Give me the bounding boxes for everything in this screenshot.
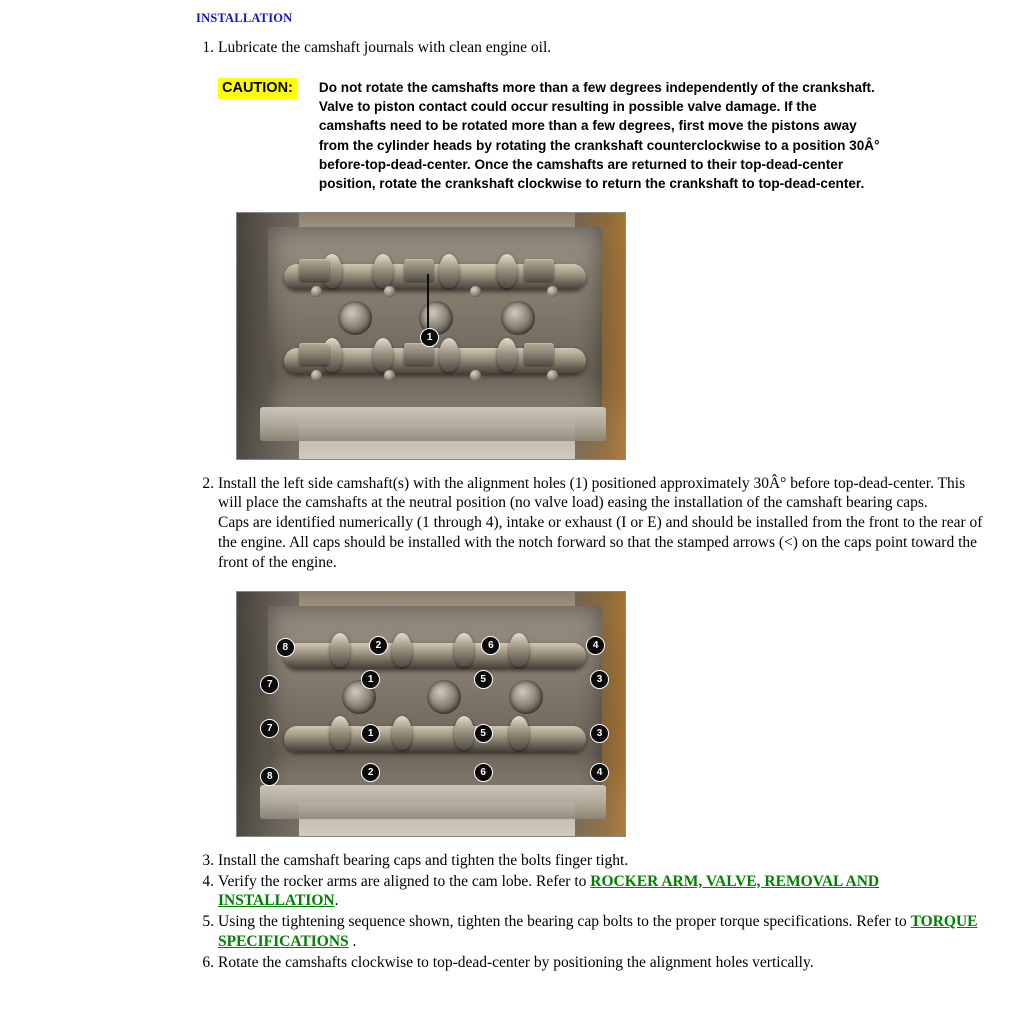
callout-3-top: 3: [590, 670, 609, 689]
step-number: 1.: [202, 39, 214, 56]
bearing-cap: [299, 343, 329, 365]
step-note: Caps are identified numerically (1 through 4), intake or exhaust (I or E) and should be installed from the front to the rear of the engine. All caps should be installed with the notch forward so that the stamped arrows (<) on the caps point toward the front of the engine.: [218, 514, 983, 571]
step-text: Install the left side camshaft(s) with the alignment holes (1) positioned approximately 30Â° before top-dead-center. This will place the camshafts at the neutral position (no valve load) easing the installation of the camshaft bearing caps.: [218, 474, 966, 512]
list-item: [196, 912, 986, 952]
callout-7-left: 7: [260, 675, 279, 694]
steps-list-lower: [196, 851, 986, 973]
link-rocker-arm-valve[interactable]: ROCKER ARM, VALVE, REMOVAL AND INSTALLATION: [218, 872, 880, 910]
callout-2-top: 2: [369, 636, 388, 655]
bearing-cap: [524, 343, 554, 365]
head-gasket-surface: [260, 785, 605, 819]
caution-block: [218, 78, 886, 194]
cam-lobe: [330, 716, 350, 750]
valve-port: [501, 301, 535, 335]
list-item: [196, 474, 986, 573]
cam-lobe: [373, 338, 393, 372]
callout-8-bottom: 8: [260, 767, 279, 786]
step-number: 6.: [202, 953, 214, 971]
cam-lobe: [497, 338, 517, 372]
list-item: [196, 953, 986, 973]
valve-port: [338, 301, 372, 335]
cam-lobe: [509, 633, 529, 667]
step-number: 4.: [202, 872, 214, 890]
cam-lobe: [497, 254, 517, 288]
callout-5-top: 5: [474, 670, 493, 689]
callout-5-lower: 5: [474, 724, 493, 743]
callout-6-top: 6: [481, 636, 500, 655]
step-text: Rotate the camshafts clockwise to top-dead-center by positioning the alignment holes vertically.: [218, 953, 814, 971]
cam-lobe: [439, 338, 459, 372]
list-item: [196, 872, 986, 912]
step-text: Install the camshaft bearing caps and tighten the bolts finger tight.: [218, 851, 629, 869]
head-gasket-surface: [260, 407, 605, 441]
figure-camshaft-alignment: [236, 212, 626, 460]
step-text-after: .: [334, 892, 339, 910]
step-text: [218, 872, 986, 912]
valve-port: [427, 680, 461, 714]
camshaft-intake: [284, 643, 587, 669]
caution-label: CAUTION:: [218, 78, 297, 99]
step-text-before: Using the tightening sequence shown, tighten the bearing cap bolts to the proper torque specifications. Refer to: [218, 913, 911, 931]
callout-3-lower: 3: [590, 724, 609, 743]
callout-1-lower: 1: [361, 724, 380, 743]
figure-bolt-tightening-sequence: [236, 591, 626, 837]
step-number: 2.: [202, 474, 214, 492]
caution-text: Do not rotate the camshafts more than a few degrees independently of the crankshaft. Valve to piston contact could occur resulting in possible valve damage. If the camshafts need to be rotated more than a few degrees, first move the pistons away from the cylinder heads by rotating the crankshaft counterclockwise to a position 30Â° before-top-dead-center. Once the camshafts are returned to their top-dead-center position, rotate the crankshaft clockwise to return the crankshaft to top-dead-center.: [318, 79, 880, 192]
callout-7-lower-left: 7: [260, 719, 279, 738]
list-item: [196, 851, 986, 871]
callout-1-top: 1: [361, 670, 380, 689]
cam-lobe: [439, 254, 459, 288]
cam-lobe: [373, 254, 393, 288]
callout-1: 1: [420, 328, 439, 347]
cam-lobe: [454, 633, 474, 667]
callout-4-top: 4: [586, 636, 605, 655]
engine-photo-sequence: [237, 592, 625, 836]
cap-bolt: [470, 370, 481, 381]
cam-lobe: [392, 716, 412, 750]
step-text: Lubricate the camshaft journals with clean engine oil.: [218, 39, 552, 56]
step-number: 5.: [202, 913, 214, 931]
bearing-cap: [404, 259, 434, 281]
bearing-cap: [524, 259, 554, 281]
cam-lobe: [454, 716, 474, 750]
cap-bolt: [311, 370, 322, 381]
step-number: 3.: [202, 851, 214, 869]
callout-4-bottom: 4: [590, 763, 609, 782]
cam-lobe: [392, 633, 412, 667]
link-torque-specifications[interactable]: TORQUE SPECIFICATIONS: [218, 913, 978, 951]
callout-8-top: 8: [276, 638, 295, 657]
valve-port: [509, 680, 543, 714]
page-title: INSTALLATION: [196, 11, 293, 25]
steps-list-middle: [196, 474, 986, 573]
camshaft-exhaust: [284, 726, 587, 752]
step-text-after: .: [348, 933, 357, 951]
callout-6-bottom: 6: [474, 763, 493, 782]
callout-2-bottom: 2: [361, 763, 380, 782]
step-text-before: Verify the rocker arms are aligned to the cam lobe. Refer to: [218, 872, 591, 890]
cam-lobe: [330, 633, 350, 667]
steps-list-upper: [196, 38, 986, 58]
step-text: [218, 912, 986, 952]
list-item: [196, 38, 986, 58]
bearing-cap: [299, 259, 329, 281]
document-content: [196, 38, 986, 974]
engine-photo: [237, 213, 625, 459]
cam-lobe: [509, 716, 529, 750]
